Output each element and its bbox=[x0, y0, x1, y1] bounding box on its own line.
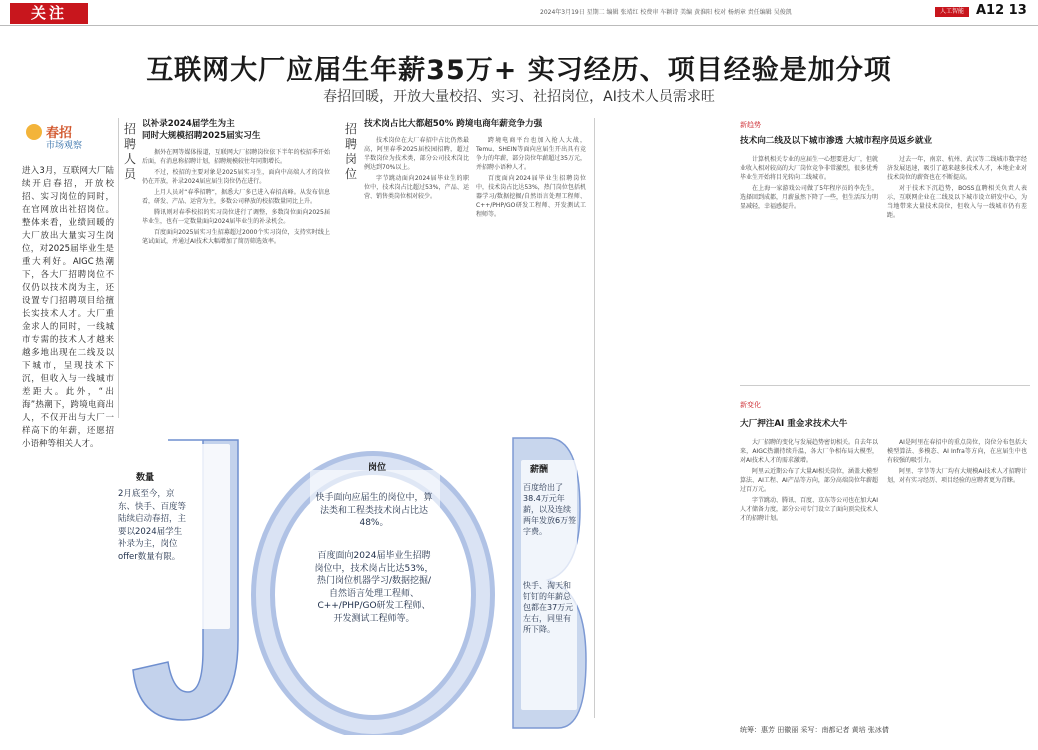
section2-body-a bbox=[364, 136, 469, 441]
paragraph: 跨境电商平台也加入抢人大战，Temu、SHEIN等面向应届生开出具有竞争力的年薪，部分岗位年薪超过35万元，并招聘小语种人才。 bbox=[476, 137, 586, 171]
section4-body-a bbox=[740, 438, 878, 718]
subheadline: 春招回暖，开放大量校招、实习、社招岗位，AI技术人员需求旺 bbox=[323, 89, 715, 105]
count-card-label: 数量 bbox=[136, 473, 155, 483]
paragraph: 百度面向2024届毕业生招聘岗位中，技术岗占比达53%，热门岗位包括机器学习/数据挖掘/自然语言处理工程师、C++/PHP/GO研发工程师、开发测试工程师等。 bbox=[476, 175, 586, 218]
intro-summary: 进入3月，互联网大厂陆续开启春招，开放校招、实习岗位的同时，在官网放出社招岗位。整体来看，业绩回暖的大厂放出大量实习生岗位，对2025届毕业生是重大利好。AIGC热潮下，各大厂招聘岗位不仅仍以技术岗为主，还设置专门招聘项目给擅长实技术人才。大厂重金求人的同时，一线城市专需的技术人才越来越多地出现在二线及以下城市，呈现技术下沉，但收入与一线城市差距大。此外，“出海”热潮下，跨境电商出人，不仅开出与大厂一样高下的年薪，还愿招小语种等相关人才。 bbox=[22, 166, 114, 449]
salary-card-text-2: 快手、淘天和钉钉的年薪总包都在37万元左右，同里有所下降。 bbox=[523, 581, 574, 634]
headline: 互联网大厂应届生年薪35万+ 实习经历、项目经验是加分项 bbox=[146, 55, 892, 86]
salary-card-label: 薪酬 bbox=[530, 465, 549, 475]
paragraph: 字节跳动面向2024届毕业生的职位中，技术岗占比超过53%，产品、运营、销售类岗位相对较少。 bbox=[364, 175, 469, 200]
section1-title: 以补录2024届学生为主 同时大规模招聘2025届实习生 bbox=[142, 119, 261, 141]
recruit-vertical-label: 招聘人员 bbox=[123, 122, 136, 181]
sun-icon bbox=[26, 124, 42, 140]
dateline: 2024年3月19日 星期二 编辑 张靖红 校费审 车颖诗 美编 黄淮阳 校对 杨炳章 责任编辑 吴俊凯 bbox=[540, 9, 792, 16]
paragraph: 在上海一家游戏公司做了5年程序员的李先生，选择回到成都，月薪虽然下降了一些，但生活压力明显减轻，幸福感提升。 bbox=[740, 185, 878, 210]
byline-credit: 统筹：惠芳 田徽丽 采写：南都记者 黄培 张冰倩 bbox=[740, 726, 889, 734]
post-card-label: 岗位 bbox=[368, 463, 387, 473]
count-card-text: 2月底至今，京东、快手、百度等陆续启动春招，主要以2024届学生补录为主，岗位offer数量有限。 bbox=[118, 489, 187, 562]
section3-body-b bbox=[887, 155, 1027, 375]
paragraph: 对于技术下沉趋势，BOSS直聘相关负责人表示，互联网企业在二线及以下城市设立研发中心，为当地带来大量技术岗位，但收入与一线城市仍有差距。 bbox=[887, 185, 1027, 219]
column-divider bbox=[118, 118, 119, 418]
section4-title: 大厂押注AI 重金求技术大牛 bbox=[740, 419, 848, 429]
paragraph: 阿里云近期公布了大量AI相关岗位，涵盖大模型算法、AI工程、AI产品等方向，部分高端岗位年薪超过百万元。 bbox=[740, 468, 878, 493]
spring-recruit-logo bbox=[26, 122, 116, 152]
section3-title: 技术向二线及以下城市渗透 大城市程序员返乡就业 bbox=[740, 136, 933, 146]
section-tag: 关注 bbox=[10, 3, 88, 24]
paragraph: AI是阿里在春招中的重点岗位，岗位分布包括大模型算法、多模态、AI Infra等方向，在应届生中也有较强的吸引力。 bbox=[887, 439, 1027, 464]
paragraph: 字节跳动、腾讯、百度、京东等公司也在加大AI人才储备力度，部分公司专门设立了面向顶尖技术人才的招聘计划。 bbox=[740, 497, 878, 522]
top-band bbox=[0, 0, 1038, 26]
post-card-text: 快手面向应届生的岗位中，算法类和工程类技术岗占比达48%。 bbox=[315, 493, 433, 528]
logo-title: 春招 bbox=[46, 126, 73, 141]
paragraph: 百度面向2025届实习生招募超过2000个实习岗位，支持实时线上笔试面试，并通过AI技术大幅增加了简历筛选效率。 bbox=[142, 229, 330, 245]
section-divider bbox=[740, 385, 1030, 386]
section4-kicker: 新变化 bbox=[740, 401, 761, 409]
section2-title: 技术岗占比大都超50% 跨境电商年薪竞争力强 bbox=[364, 119, 543, 129]
paragraph: 计算机相关专业的应届生一心想要进大厂，但就业收入相对较高的大厂岗位竞争非常激烈，很多优秀毕业生开始将目光转向二线城市。 bbox=[740, 156, 878, 181]
paragraph: 据外在网等媒体报道，互联网大厂招聘岗位依下半年的校招季开始后面，有消息称招聘计划，招聘规模较往年同期增长。 bbox=[142, 149, 330, 165]
paragraph: 技术岗位在大厂春招中占比仍然最高，阿里春季2025届校园招聘，超过半数岗位为技术类，部分公司技术岗比例达到70%以上。 bbox=[364, 137, 469, 171]
paragraph: 过去一年，南京、杭州、武汉等二线城市数字经济发展迅速，吸引了越来越多技术人才，本地企业对技术岗位的薪资也在不断提高。 bbox=[887, 156, 1027, 181]
paragraph: 腾讯则对春季校招的实习岗位进行了调整，多数岗位面向2025届毕业生，也有一定数量面向2024届毕业生的补录机会。 bbox=[142, 209, 330, 225]
paragraph: 阿里、字节等大厂均有大规模AI技术人才招聘计划，对有实习经历、项目经验的应聘者更为青睐。 bbox=[887, 468, 1027, 484]
section2-body-b bbox=[476, 136, 586, 441]
page-number: A12 13 bbox=[976, 3, 1027, 18]
paragraph: 上月人员对“春季招聘”，据悉大厂多已进入春招高峰。从发布信息看，研发、产品、运营为主，多数公司释放的校招数量同比上升。 bbox=[142, 189, 330, 205]
section3-kicker: 新趋势 bbox=[740, 121, 761, 129]
job-graphic bbox=[118, 430, 588, 735]
section3-body-a bbox=[740, 155, 878, 375]
page-badge: 人工智能 bbox=[935, 7, 969, 17]
section1-body bbox=[142, 148, 330, 443]
paragraph: 不过，校招的主要对象是2025届实习生，面向中高端人才的岗位仍在开放，补录2024届应届生岗位仍在进行。 bbox=[142, 169, 330, 185]
column-divider bbox=[594, 118, 595, 718]
logo-subtitle: 市场观察 bbox=[46, 141, 83, 151]
post-vertical-label: 招聘岗位 bbox=[344, 122, 357, 181]
section4-body-b bbox=[887, 438, 1027, 718]
salary-card-text: 百度给出了38.4万元年薪，以及连续两年发放6万签字费。 bbox=[523, 483, 577, 536]
paragraph: 大厂招聘的变化与发展趋势密切相关。自去年以来，AIGC热潮持续升温，各大厂争相布局大模型，对AI技术人才的需求激增。 bbox=[740, 439, 878, 464]
post-card-text-2: 百度面向2024届毕业生招聘岗位中，技术岗占比达53%，热门岗位机器学习/数据挖掘/自然语言处理工程师、C++/PHP/GO研发工程师、开发测试工程师等。 bbox=[314, 551, 434, 624]
